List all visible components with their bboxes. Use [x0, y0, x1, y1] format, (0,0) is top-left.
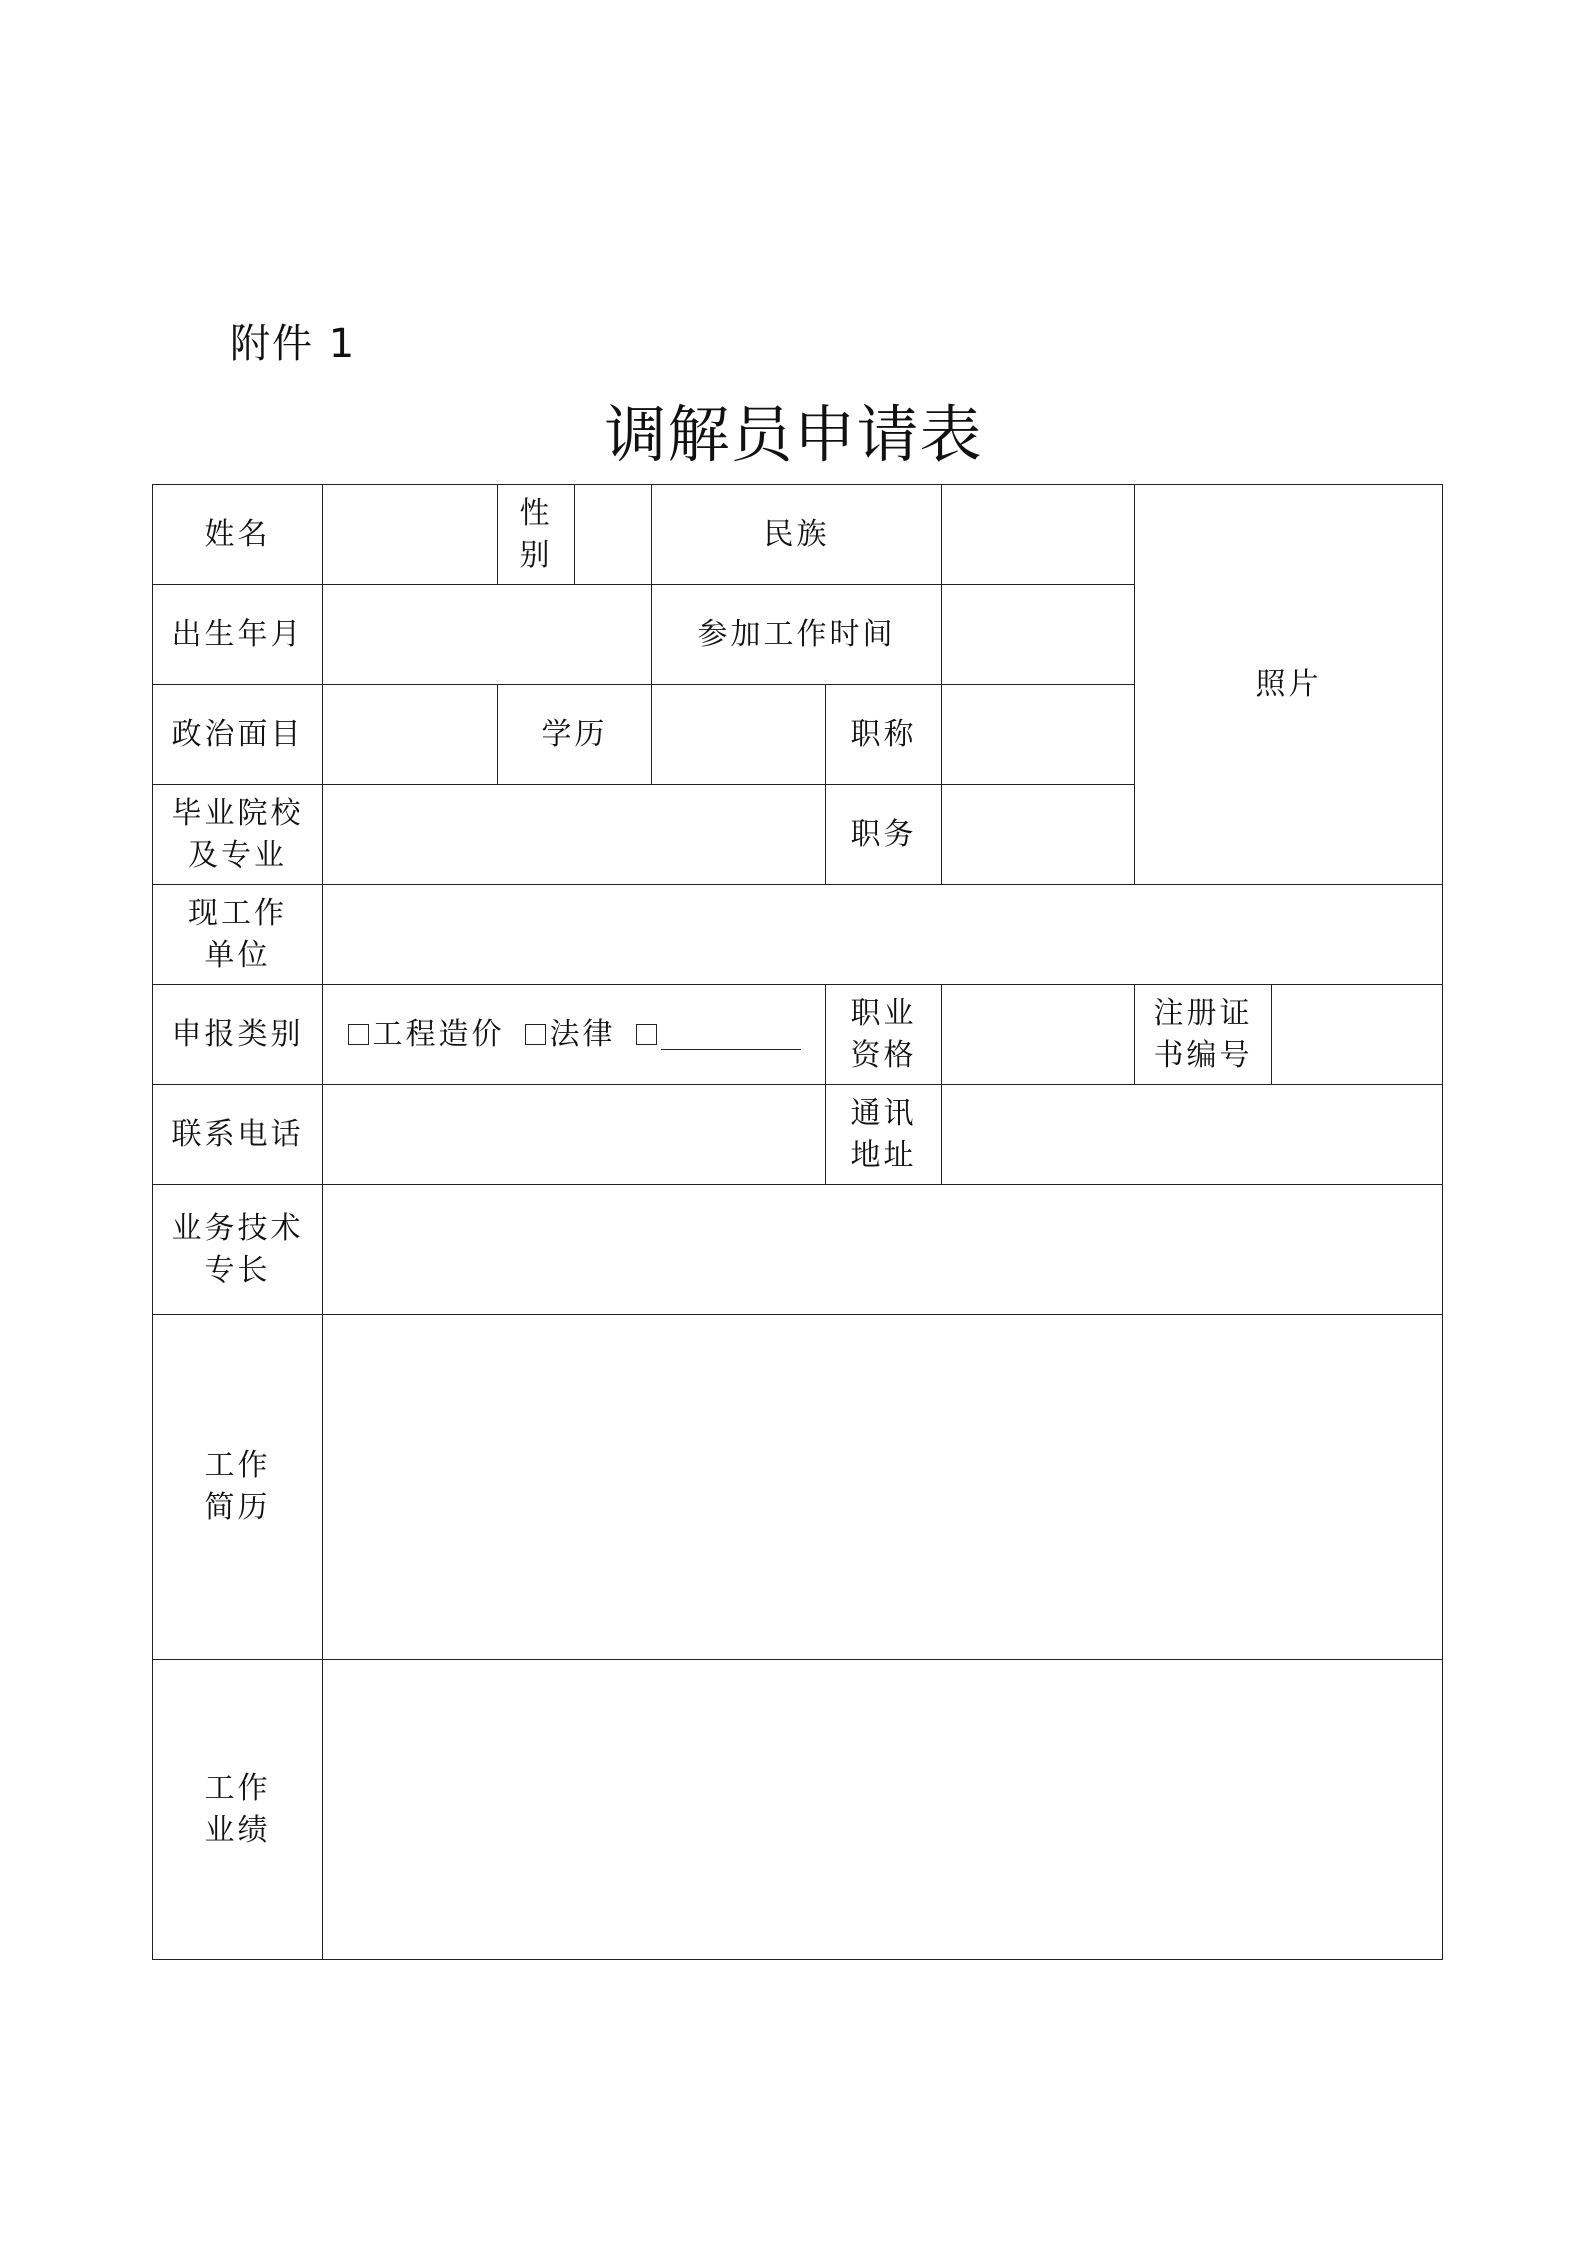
category-option-cost[interactable] — [348, 1014, 505, 1056]
checkbox-icon[interactable] — [636, 1024, 657, 1045]
cert-number-label: 注册证 书编号 — [1135, 985, 1272, 1085]
professional-title-field[interactable] — [942, 685, 1135, 785]
page-title: 调解员申请表 — [604, 398, 983, 471]
employer-label: 现工作 单位 — [153, 885, 323, 985]
professional-title-label: 职称 — [826, 685, 942, 785]
gender-label: 性 别 — [498, 485, 575, 585]
work-start-field[interactable] — [942, 585, 1135, 685]
address-label: 通讯 地址 — [826, 1085, 942, 1185]
category-option-law[interactable] — [525, 1014, 616, 1056]
name-field[interactable] — [323, 485, 498, 585]
political-field[interactable] — [323, 685, 498, 785]
checkbox-icon[interactable] — [348, 1024, 369, 1045]
political-label: 政治面目 — [153, 685, 323, 785]
category-options — [323, 985, 826, 1085]
ethnicity-label: 民族 — [652, 485, 942, 585]
ethnicity-field[interactable] — [942, 485, 1135, 585]
checkbox-icon[interactable] — [525, 1024, 546, 1045]
expertise-label: 业务技术 专长 — [153, 1185, 323, 1315]
photo-box[interactable]: 照片 — [1135, 485, 1443, 885]
category-option-other[interactable] — [636, 1014, 801, 1056]
other-category-blank[interactable] — [661, 1019, 801, 1050]
gender-field[interactable] — [575, 485, 652, 585]
birth-label: 出生年月 — [153, 585, 323, 685]
address-field[interactable] — [942, 1085, 1443, 1185]
application-form-table — [152, 484, 1443, 1960]
duty-field[interactable] — [942, 785, 1135, 885]
name-label: 姓名 — [153, 485, 323, 585]
achievement-label: 工作 业绩 — [153, 1660, 323, 1960]
work-start-label: 参加工作时间 — [652, 585, 942, 685]
qualification-field[interactable] — [942, 985, 1135, 1085]
phone-label: 联系电话 — [153, 1085, 323, 1185]
attachment-label: 附件 1 — [230, 321, 357, 367]
category-label: 申报类别 — [153, 985, 323, 1085]
category-option-label: 工程造价 — [372, 1016, 505, 1052]
phone-field[interactable] — [323, 1085, 826, 1185]
resume-label: 工作 简历 — [153, 1315, 323, 1660]
school-field[interactable] — [323, 785, 826, 885]
education-label: 学历 — [498, 685, 652, 785]
employer-field[interactable] — [323, 885, 1443, 985]
cert-number-field[interactable] — [1272, 985, 1443, 1085]
expertise-field[interactable] — [323, 1185, 1443, 1315]
resume-field[interactable] — [323, 1315, 1443, 1660]
birth-field[interactable] — [323, 585, 652, 685]
qualification-label: 职业 资格 — [826, 985, 942, 1085]
education-field[interactable] — [652, 685, 826, 785]
school-label: 毕业院校 及专业 — [153, 785, 323, 885]
duty-label: 职务 — [826, 785, 942, 885]
category-option-label: 法律 — [549, 1016, 616, 1052]
achievement-field[interactable] — [323, 1660, 1443, 1960]
